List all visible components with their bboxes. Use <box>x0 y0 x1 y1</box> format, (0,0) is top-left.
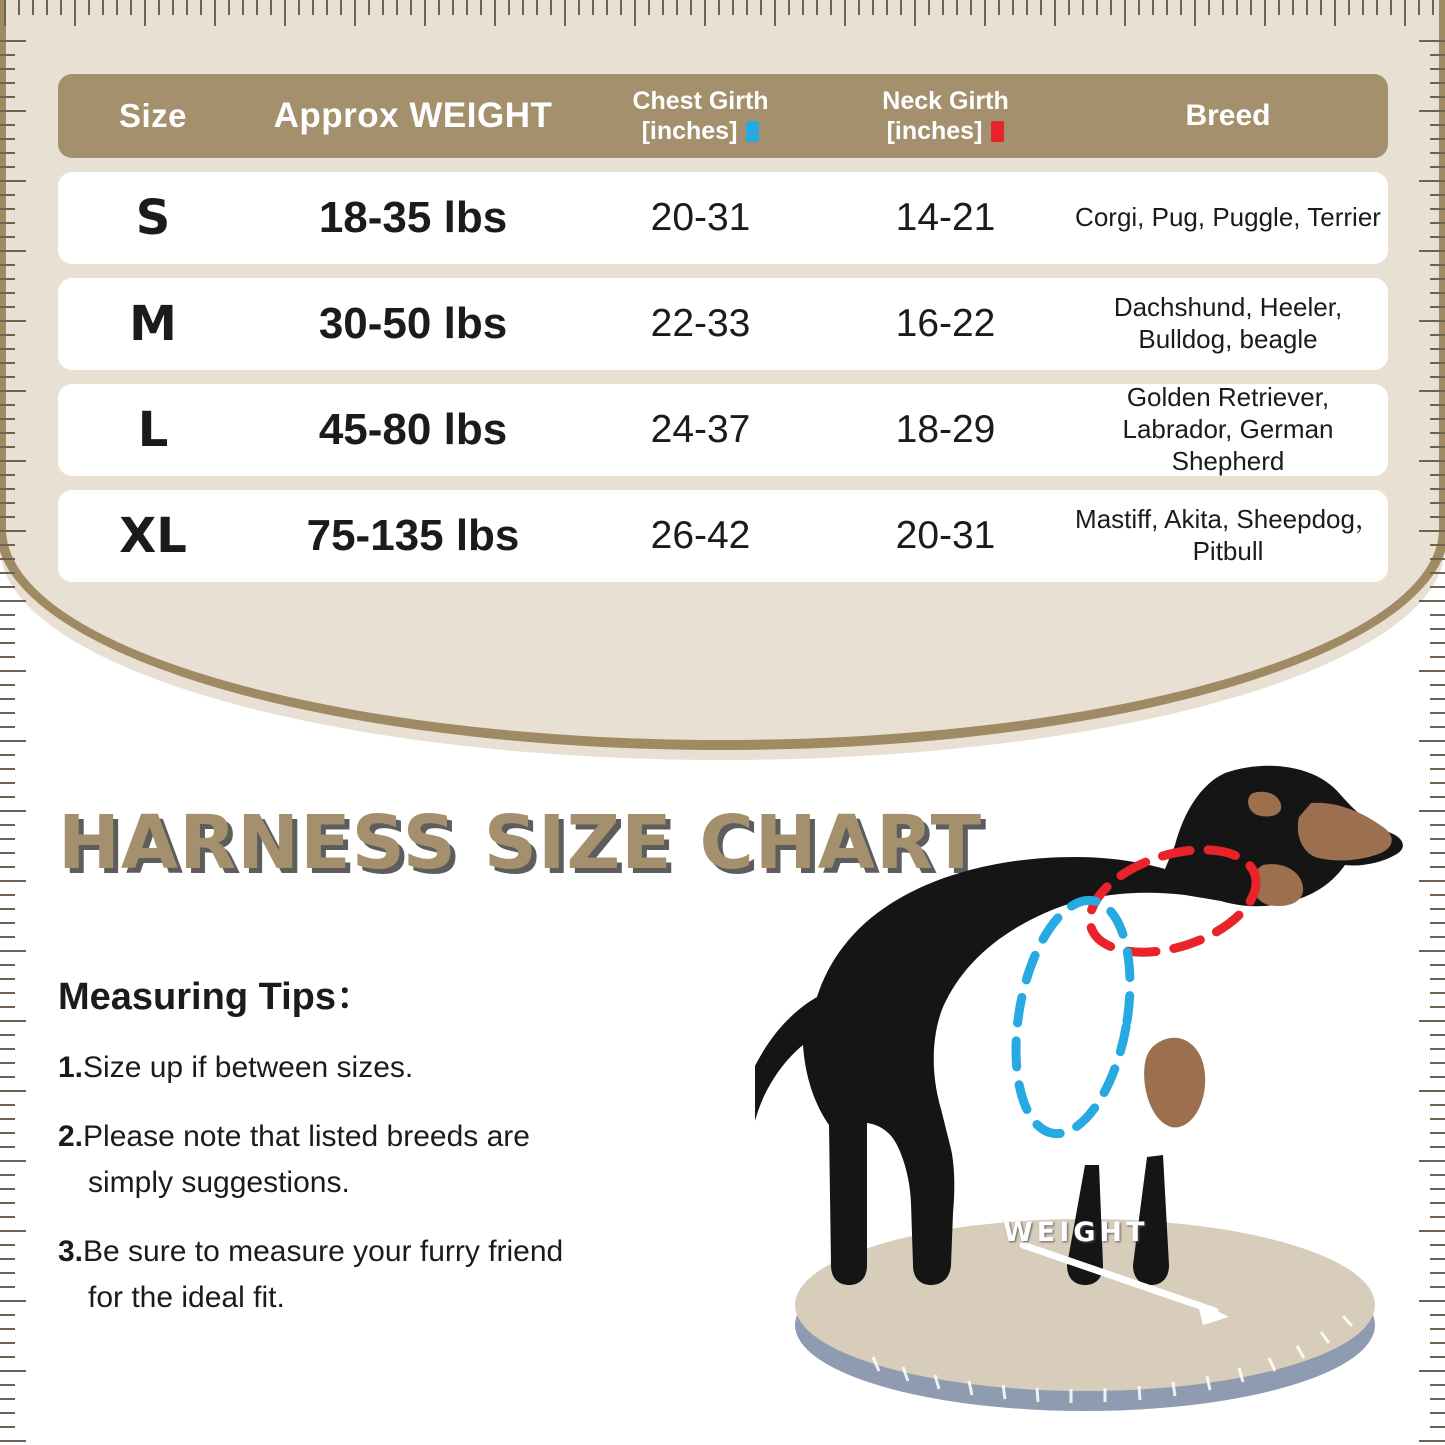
cell-chest: 22-33 <box>650 302 751 345</box>
list-item <box>58 1229 698 1322</box>
neck-color-swatch-icon <box>991 121 1004 142</box>
header-weight: Approx WEIGHT <box>273 96 553 135</box>
tip-text: Be sure to measure your furry friend <box>83 1234 564 1268</box>
cell-weight: 45-80 lbs <box>318 405 508 454</box>
header-neck-girth <box>823 86 1068 147</box>
tip-text: Please note that listed breeds are <box>83 1119 530 1153</box>
tip-number: 3. <box>58 1234 84 1268</box>
table-row <box>58 278 1388 370</box>
dog-muzzle-marking-icon <box>1298 803 1392 861</box>
header-chest-line2: [inches] <box>641 117 738 145</box>
tip-text: Size up if between sizes. <box>83 1051 414 1084</box>
ruler-right-decoration <box>1411 0 1445 1445</box>
dog-illustration <box>755 745 1415 1425</box>
cell-breed: Mastiff, Akita, Sheepdog，Pitbull <box>1075 504 1381 566</box>
chest-color-swatch-icon <box>746 121 759 142</box>
cell-size: L <box>137 402 169 458</box>
chest-girth-ring-icon <box>999 891 1146 1142</box>
ruler-top-decoration <box>0 0 1445 34</box>
table-row <box>58 384 1388 476</box>
table-row <box>58 172 1388 264</box>
tip-number: 1. <box>58 1051 84 1084</box>
header-breed: Breed <box>1185 99 1271 132</box>
cell-breed: Corgi, Pug, Puggle, Terrier <box>1075 202 1381 233</box>
weight-label: WEIGHT <box>1003 1217 1149 1248</box>
cell-neck: 14-21 <box>895 196 996 239</box>
cell-size: M <box>129 296 177 352</box>
size-table <box>58 74 1388 582</box>
cell-neck: 16-22 <box>895 302 996 345</box>
list-item <box>58 1045 698 1092</box>
header-size: Size <box>118 97 188 134</box>
cell-size: XL <box>119 508 187 564</box>
header-neck-line2: [inches] <box>886 117 983 145</box>
table-row <box>58 490 1388 582</box>
dog-chest-marking-icon <box>1144 1038 1205 1128</box>
dog-illustration-svg <box>755 745 1415 1425</box>
cell-neck: 18-29 <box>895 408 996 451</box>
header-chest-girth <box>578 86 823 147</box>
cell-size: S <box>135 190 171 246</box>
cell-neck: 20-31 <box>895 514 996 557</box>
table-header-row <box>58 74 1388 158</box>
cell-chest: 20-31 <box>650 196 751 239</box>
header-chest-line1: Chest Girth <box>632 86 769 115</box>
tip-text-cont: for the ideal fit. <box>88 1281 285 1314</box>
list-item <box>58 1114 698 1207</box>
cell-chest: 26-42 <box>650 514 751 557</box>
cell-breed: Golden Retriever, Labrador, German Shepherd <box>1122 382 1334 476</box>
tip-text-cont: simply suggestions. <box>88 1166 350 1199</box>
cell-breed: Dachshund, Heeler, Bulldog, beagle <box>1113 292 1343 354</box>
page-title: HARNESS SIZE CHART <box>58 800 983 886</box>
cell-weight: 30-50 lbs <box>318 299 508 348</box>
header-neck-line1: Neck Girth <box>882 86 1009 115</box>
tips-list <box>58 1045 698 1344</box>
cell-weight: 18-35 lbs <box>318 193 508 242</box>
tips-heading: Measuring Tips： <box>58 976 375 1018</box>
cell-weight: 75-135 lbs <box>306 511 520 560</box>
cell-chest: 24-37 <box>650 408 751 451</box>
ruler-left-decoration <box>0 0 34 1445</box>
tip-number: 2. <box>58 1119 84 1153</box>
